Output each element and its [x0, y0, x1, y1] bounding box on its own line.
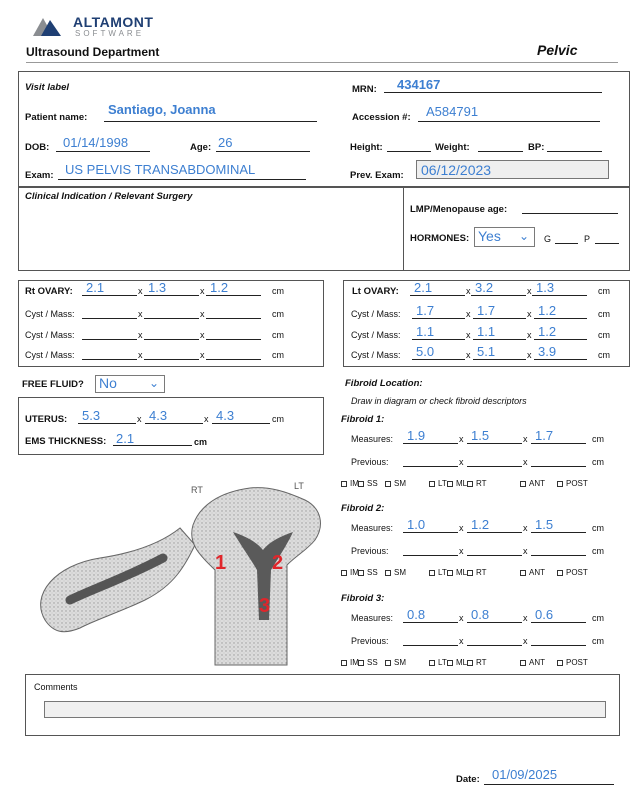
fibroid-2-descriptor-lt[interactable]: [429, 568, 447, 577]
diagram-lt-label: LT: [294, 481, 304, 491]
fibroid-previous-cm: cm: [592, 636, 604, 646]
checkbox-icon[interactable]: [341, 570, 347, 576]
checkbox-icon[interactable]: [447, 660, 453, 666]
uterus-cm: cm: [272, 414, 284, 424]
g-line: [555, 243, 578, 244]
ems-label: EMS THICKNESS:: [25, 436, 107, 447]
fibroid-3-measure-value-2[interactable]: 0.8: [471, 607, 490, 622]
uterus-x-1: x: [137, 414, 142, 424]
lt-cyst-label: Cyst / Mass:: [351, 309, 401, 319]
fibroid-instruction: Draw in diagram or check fibroid descriptors: [351, 396, 527, 406]
descriptor-label: LT: [438, 658, 447, 667]
fibroid-2-measure-value-1[interactable]: 1.0: [407, 517, 426, 532]
descriptor-label: ML: [456, 658, 468, 667]
fibroid-2-descriptor-im[interactable]: [341, 568, 359, 577]
mrn-label: MRN:: [352, 84, 377, 95]
fibroid-location-label: Fibroid Location:: [345, 378, 423, 389]
dob-label: DOB:: [25, 142, 50, 153]
accession-label: Accession #:: [352, 112, 411, 123]
rt-cyst-label: Cyst / Mass:: [25, 350, 75, 360]
free-fluid-select[interactable]: [95, 375, 165, 393]
fibroid-1-descriptor-im[interactable]: [341, 479, 359, 488]
brand-sub: SOFTWARE: [75, 29, 145, 38]
hormones-value: Yes: [478, 228, 501, 244]
lt-cyst-2-x-1: x: [466, 330, 471, 340]
p-label: P: [584, 234, 591, 244]
fibroid-x: x: [523, 636, 528, 646]
fibroid-2-measure-line-1: [403, 532, 458, 533]
rt-cyst-3-line-2: [144, 359, 199, 360]
lt-cyst-2-value-1[interactable]: 1.1: [416, 324, 435, 339]
fibroid-3-descriptor-ant[interactable]: [520, 658, 545, 667]
exam-line: [58, 179, 306, 180]
accession-field[interactable]: A584791: [426, 104, 479, 119]
dob-line: [56, 151, 150, 152]
fibroid-1-previous-line[interactable]: [531, 466, 586, 467]
descriptor-label: SS: [367, 658, 378, 667]
exam-type-title: Pelvic: [537, 42, 578, 58]
lt-cyst-3-line-1: [412, 359, 465, 360]
fibroid-2-measure-value-2[interactable]: 1.2: [471, 517, 490, 532]
fibroid-3-measure-value-3[interactable]: 0.6: [535, 607, 554, 622]
diagram-marker-3: 3: [259, 595, 271, 617]
fibroid-2-previous-line[interactable]: [403, 555, 458, 556]
fibroid-x: x: [459, 636, 464, 646]
rt-cyst-1-line-2: [144, 318, 199, 319]
patient-name-field[interactable]: Santiago, Joanna: [108, 102, 216, 117]
lt-ovary-label: Lt OVARY:: [352, 286, 399, 297]
fibroid-2-measure-x-1: x: [459, 523, 464, 533]
fibroid-1-measure-line-2: [467, 443, 522, 444]
fibroid-2-measure-cm: cm: [592, 523, 604, 533]
fibroid-2-previous-line[interactable]: [467, 555, 522, 556]
ems-cm: cm: [194, 437, 208, 447]
descriptor-label: SM: [394, 658, 406, 667]
fibroid-3-measure-x-1: x: [459, 613, 464, 623]
mrn-line: [384, 92, 602, 93]
lt-ovary-line-3: [532, 295, 587, 296]
prev-exam-field: 06/12/2023: [421, 162, 492, 178]
free-fluid-label: FREE FLUID?: [22, 379, 84, 390]
uterus-x-2: x: [204, 414, 209, 424]
lt-cyst-1-line-1: [412, 318, 465, 319]
checkbox-icon[interactable]: [358, 660, 364, 666]
diagram-marker-1: 1: [215, 552, 227, 574]
fibroid-1-descriptor-lt[interactable]: [429, 479, 447, 488]
dob-field[interactable]: 01/14/1998: [63, 135, 129, 150]
prev-exam-label: Prev. Exam:: [350, 170, 404, 181]
g-label: G: [544, 234, 552, 244]
fibroid-2-descriptor-rt[interactable]: [467, 568, 487, 577]
rt-cyst-1-line-1: [82, 318, 137, 319]
lt-ovary-value-1[interactable]: 2.1: [414, 280, 433, 295]
checkbox-icon[interactable]: [447, 481, 453, 487]
lmp-label: LMP/Menopause age:: [410, 204, 508, 215]
uterus-value-1[interactable]: 5.3: [82, 408, 101, 423]
hormones-label: HORMONES:: [410, 233, 470, 244]
fibroid-1-descriptor-rt[interactable]: [467, 479, 487, 488]
rt-ovary-x-1: x: [138, 286, 143, 296]
age-field[interactable]: 26: [218, 135, 233, 150]
lt-cyst-label: Cyst / Mass:: [351, 350, 401, 360]
age-line: [216, 151, 310, 152]
descriptor-label: POST: [566, 568, 588, 577]
fibroid-2-measure-line-2: [467, 532, 522, 533]
p-line: [595, 243, 619, 244]
uterus-diagram[interactable]: [25, 470, 335, 670]
lt-cyst-1-cm: cm: [598, 309, 610, 319]
rt-ovary-value-3[interactable]: 1.2: [210, 280, 229, 295]
altamont-logo-icon: [31, 16, 65, 38]
lt-cyst-1-value-2[interactable]: 1.7: [477, 303, 496, 318]
rt-ovary-line-3: [206, 295, 261, 296]
bp-line: [547, 151, 602, 152]
checkbox-icon[interactable]: [557, 570, 563, 576]
lt-cyst-2-x-2: x: [527, 330, 532, 340]
checkbox-icon[interactable]: [557, 660, 563, 666]
descriptor-label: ANT: [529, 568, 545, 577]
rt-ovary-line-1: [82, 295, 137, 296]
descriptor-label: LT: [438, 568, 447, 577]
fibroid-1-measure-value-2[interactable]: 1.5: [471, 428, 490, 443]
checkbox-icon[interactable]: [341, 481, 347, 487]
rt-ovary-value-2[interactable]: 1.3: [148, 280, 167, 295]
uterus-value-2[interactable]: 4.3: [149, 408, 168, 423]
sagittal-view: [41, 528, 195, 632]
lt-cyst-2-line-3: [534, 339, 587, 340]
diagram-marker-2: 2: [272, 552, 284, 574]
lt-ovary-x-2: x: [527, 286, 532, 296]
rt-cyst-1-cm: cm: [272, 309, 284, 319]
hormones-select[interactable]: [474, 227, 535, 247]
fibroid-previous-label: Previous:: [351, 636, 389, 646]
date-line: [484, 784, 614, 785]
lt-cyst-2-value-2[interactable]: 1.1: [477, 324, 496, 339]
checkbox-icon[interactable]: [557, 481, 563, 487]
lt-cyst-2-value-3[interactable]: 1.2: [538, 324, 557, 339]
checkbox-icon[interactable]: [429, 570, 435, 576]
descriptor-label: ANT: [529, 479, 545, 488]
uterus-line-1: [78, 423, 136, 424]
fibroid-1-descriptor-ant[interactable]: [520, 479, 545, 488]
fibroid-1-descriptor-sm[interactable]: [385, 479, 406, 488]
rt-cyst-label: Cyst / Mass:: [25, 309, 75, 319]
uterus-line-2: [145, 423, 203, 424]
fibroid-1-descriptor-ml[interactable]: [447, 479, 467, 488]
uterus-value-3[interactable]: 4.3: [216, 408, 235, 423]
checkbox-icon[interactable]: [467, 660, 473, 666]
rt-cyst-3-x-1: x: [138, 350, 143, 360]
checkbox-icon[interactable]: [520, 660, 526, 666]
age-label: Age:: [190, 142, 212, 153]
lt-cyst-2-line-1: [412, 339, 465, 340]
patient-name-label: Patient name:: [25, 112, 88, 123]
fibroid-2-descriptor-sm[interactable]: [385, 568, 406, 577]
date-label: Date:: [456, 774, 480, 785]
coronal-view: [192, 488, 321, 665]
checkbox-icon[interactable]: [429, 660, 435, 666]
fibroid-previous-cm: cm: [592, 546, 604, 556]
lt-cyst-1-value-3[interactable]: 1.2: [538, 303, 557, 318]
fibroid-3-measure-x-2: x: [523, 613, 528, 623]
descriptor-label: SM: [394, 479, 406, 488]
fibroid-2-measure-line-3: [531, 532, 586, 533]
fibroid-3-previous-line[interactable]: [403, 645, 458, 646]
fibroid-title: Fibroid 3:: [341, 593, 385, 604]
fibroid-1-measure-line-3: [531, 443, 586, 444]
lt-cyst-3-value-1[interactable]: 5.0: [416, 344, 435, 359]
descriptor-label: RT: [476, 479, 487, 488]
fibroid-3-measure-cm: cm: [592, 613, 604, 623]
checkbox-icon[interactable]: [358, 481, 364, 487]
fibroid-x: x: [459, 546, 464, 556]
bp-label: BP:: [528, 142, 545, 153]
rt-ovary-x-2: x: [200, 286, 205, 296]
checkbox-icon[interactable]: [385, 570, 391, 576]
lt-cyst-1-line-2: [473, 318, 526, 319]
lt-cyst-1-x-2: x: [527, 309, 532, 319]
fibroid-2-descriptor-ml[interactable]: [447, 568, 467, 577]
lt-cyst-1-value-1[interactable]: 1.7: [416, 303, 435, 318]
fibroid-measures-label: Measures:: [351, 523, 394, 533]
fibroid-3-previous-line[interactable]: [467, 645, 522, 646]
fibroid-3-descriptor-ss[interactable]: [358, 658, 378, 667]
header-rule: [26, 62, 618, 63]
rt-cyst-1-x-2: x: [200, 309, 205, 319]
descriptor-label: POST: [566, 479, 588, 488]
fibroid-title: Fibroid 1:: [341, 414, 385, 425]
descriptor-label: POST: [566, 658, 588, 667]
checkbox-icon[interactable]: [467, 481, 473, 487]
weight-label: Weight:: [435, 142, 470, 153]
fibroid-1-measure-x-1: x: [459, 434, 464, 444]
rt-cyst-3-line-1: [82, 359, 137, 360]
fibroid-3-previous-line[interactable]: [531, 645, 586, 646]
fibroid-title: Fibroid 2:: [341, 503, 385, 514]
height-line: [387, 151, 431, 152]
comments-input[interactable]: [44, 701, 606, 718]
lt-ovary-cm: cm: [598, 286, 610, 296]
checkbox-icon[interactable]: [467, 570, 473, 576]
lt-cyst-3-value-3[interactable]: 3.9: [538, 344, 557, 359]
fibroid-2-measure-x-2: x: [523, 523, 528, 533]
lt-cyst-3-x-2: x: [527, 350, 532, 360]
fibroid-3-descriptor-ml[interactable]: [447, 658, 467, 667]
uterus-line-3: [212, 423, 270, 424]
lt-cyst-3-value-2[interactable]: 5.1: [477, 344, 496, 359]
descriptor-label: IM: [350, 568, 359, 577]
fibroid-1-descriptor-ss[interactable]: [358, 479, 378, 488]
rt-cyst-3-x-2: x: [200, 350, 205, 360]
fibroid-1-measure-value-3[interactable]: 1.7: [535, 428, 554, 443]
checkbox-icon[interactable]: [385, 481, 391, 487]
lt-cyst-3-x-1: x: [466, 350, 471, 360]
lt-cyst-3-line-2: [473, 359, 526, 360]
checkbox-icon[interactable]: [520, 481, 526, 487]
fibroid-3-measure-value-1[interactable]: 0.8: [407, 607, 426, 622]
lt-ovary-line-2: [471, 295, 526, 296]
fibroid-1-measure-cm: cm: [592, 434, 604, 444]
lt-ovary-value-2[interactable]: 3.2: [475, 280, 494, 295]
rt-ovary-line-2: [144, 295, 199, 296]
fibroid-2-previous-line[interactable]: [531, 555, 586, 556]
fibroid-x: x: [523, 457, 528, 467]
lt-cyst-3-cm: cm: [598, 350, 610, 360]
checkbox-icon[interactable]: [447, 570, 453, 576]
fibroid-3-descriptor-lt[interactable]: [429, 658, 447, 667]
descriptor-label: RT: [476, 658, 487, 667]
rt-cyst-1-x-1: x: [138, 309, 143, 319]
descriptor-label: RT: [476, 568, 487, 577]
lt-cyst-1-x-1: x: [466, 309, 471, 319]
checkbox-icon[interactable]: [358, 570, 364, 576]
rt-cyst-1-line-3: [206, 318, 261, 319]
checkbox-icon[interactable]: [520, 570, 526, 576]
fibroid-x: x: [459, 457, 464, 467]
uterus-label: UTERUS:: [25, 414, 68, 425]
fibroid-1-measure-x-2: x: [523, 434, 528, 444]
chevron-down-icon: ⌄: [518, 229, 529, 243]
fibroid-previous-label: Previous:: [351, 457, 389, 467]
lt-cyst-1-line-3: [534, 318, 587, 319]
descriptor-label: ML: [456, 479, 468, 488]
clinical-divider: [403, 187, 404, 271]
rt-cyst-2-line-2: [144, 339, 199, 340]
fibroid-1-measure-line-1: [403, 443, 458, 444]
lt-ovary-x-1: x: [466, 286, 471, 296]
fibroid-3-measure-line-3: [531, 622, 586, 623]
fibroid-measures-label: Measures:: [351, 434, 394, 444]
clinical-indication-label: Clinical Indication / Relevant Surgery: [25, 191, 193, 202]
rt-cyst-label: Cyst / Mass:: [25, 330, 75, 340]
lt-cyst-2-line-2: [473, 339, 526, 340]
rt-cyst-3-cm: cm: [272, 350, 284, 360]
descriptor-label: SS: [367, 568, 378, 577]
rt-cyst-2-cm: cm: [272, 330, 284, 340]
prev-exam-field-box[interactable]: [416, 160, 609, 179]
date-field[interactable]: 01/09/2025: [492, 767, 558, 782]
comments-label: Comments: [34, 682, 78, 692]
rt-ovary-value-1[interactable]: 2.1: [86, 280, 105, 295]
fibroid-3-measure-line-2: [467, 622, 522, 623]
fibroid-1-descriptor-post[interactable]: [557, 479, 588, 488]
brand-logo: [31, 14, 161, 40]
diagram-rt-label: RT: [191, 485, 203, 495]
brand-name: ALTAMONT: [73, 14, 154, 30]
fibroid-1-previous-line[interactable]: [403, 466, 458, 467]
descriptor-label: IM: [350, 658, 359, 667]
fibroid-2-measure-value-3[interactable]: 1.5: [535, 517, 554, 532]
descriptor-label: IM: [350, 479, 359, 488]
fibroid-3-descriptor-sm[interactable]: [385, 658, 406, 667]
rt-cyst-2-line-3: [206, 339, 261, 340]
descriptor-label: ANT: [529, 658, 545, 667]
checkbox-icon[interactable]: [385, 660, 391, 666]
fibroid-3-descriptor-im[interactable]: [341, 658, 359, 667]
checkbox-icon[interactable]: [341, 660, 347, 666]
exam-label: Exam:: [25, 170, 54, 181]
mrn-field[interactable]: 434167: [397, 77, 441, 92]
rt-cyst-3-line-3: [206, 359, 261, 360]
fibroid-2-descriptor-ant[interactable]: [520, 568, 545, 577]
fibroid-3-descriptor-post[interactable]: [557, 658, 588, 667]
weight-line: [478, 151, 523, 152]
descriptor-label: LT: [438, 479, 447, 488]
fibroid-measures-label: Measures:: [351, 613, 394, 623]
descriptor-label: SS: [367, 479, 378, 488]
accession-line: [418, 121, 600, 122]
height-label: Height:: [350, 142, 383, 153]
patient-name-line: [104, 121, 317, 122]
fibroid-3-descriptor-rt[interactable]: [467, 658, 487, 667]
rt-cyst-2-line-1: [82, 339, 137, 340]
free-fluid-value: No: [99, 375, 117, 391]
fibroid-2-descriptor-ss[interactable]: [358, 568, 378, 577]
checkbox-icon[interactable]: [429, 481, 435, 487]
rt-cyst-2-x-1: x: [138, 330, 143, 340]
lt-cyst-2-cm: cm: [598, 330, 610, 340]
fibroid-previous-label: Previous:: [351, 546, 389, 556]
fibroid-previous-cm: cm: [592, 457, 604, 467]
fibroid-2-descriptor-post[interactable]: [557, 568, 588, 577]
lt-ovary-value-3[interactable]: 1.3: [536, 280, 555, 295]
fibroid-3-measure-line-1: [403, 622, 458, 623]
rt-ovary-label: Rt OVARY:: [25, 286, 73, 297]
lt-ovary-line-1: [410, 295, 465, 296]
rt-cyst-2-x-2: x: [200, 330, 205, 340]
lmp-line: [522, 213, 618, 214]
fibroid-1-measure-value-1[interactable]: 1.9: [407, 428, 426, 443]
lt-cyst-3-line-3: [534, 359, 587, 360]
descriptor-label: SM: [394, 568, 406, 577]
fibroid-1-previous-line[interactable]: [467, 466, 522, 467]
lt-cyst-label: Cyst / Mass:: [351, 330, 401, 340]
exam-field[interactable]: US PELVIS TRANSABDOMINAL: [65, 162, 256, 177]
visit-label: Visit label: [25, 82, 69, 93]
ems-field[interactable]: 2.1: [116, 431, 135, 446]
fibroid-x: x: [523, 546, 528, 556]
descriptor-label: ML: [456, 568, 468, 577]
chevron-down-icon: ⌄: [148, 376, 159, 390]
rt-ovary-cm: cm: [272, 286, 284, 296]
department-title: Ultrasound Department: [26, 45, 160, 59]
